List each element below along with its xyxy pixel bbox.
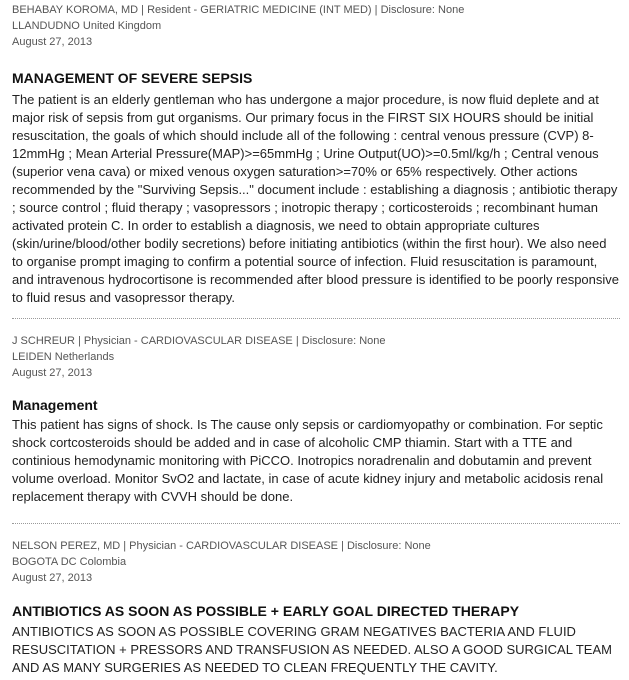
comment-body: This patient has signs of shock. Is The cause only sepsis or cardiomyopathy or combination. For septic shock cortcosteroids should be added and in case of alcoholic CMP thiamin. Start with a TTE and continious hemodynamic monitoring with PiCCO. Inotropics noradrenalin and dobutamin and prevent volume overload. Monitor SvO2 and lactate, in case of acute kidney injury and metabolic acidosis renal replacement therapy with CVVH should be done. [12,417,604,504]
comment-divider [12,318,620,319]
comment-3 [12,538,620,677]
comment-author-line: NELSON PEREZ, MD | Physician - CARDIOVASCULAR DISEASE | Disclosure: None [12,540,431,552]
comment-location: LLANDUDNO United Kingdom [12,20,162,32]
comment-body: The patient is an elderly gentleman who has undergone a major procedure, is now fluid deplete and at major risk of sepsis from gut organisms. Our primary focus in the FIRST SIX HOURS should be initial resuscitation, the goals of which should include all of the following : central venous pressure (CVP) 8-12mmHg ; Mean Arterial Pressure(MAP)>=65mmHg ; Urine Output(UO)>=0.5ml/kg/h ; Central venous (superior vena cava) or mixed venous oxygen saturation>=70% or 65% respectively. Other actions recommended by the "Surviving Sepsis..." document include : establishing a diagnosis ; antibiotic therapy ; source control ; fluid therapy ; vasopressors ; inotropic therapy ; corticosteroids ; recombinant human activated protein C. In order to establish a diagnosis, we need to obtain appropriate cultures (skin/urine/blood/other bodily secretions) before initiating antibiotics (within the first hour). We also need to organise prompt imaging to confirm a potential source of infection. Fluid resuscitation is paramount, and intravenous hydrocortisone is recommended after blood pressure is identified to be poorly responsive to fluid resus and vasopressor therapy. [12,92,620,305]
comment-date: August 27, 2013 [12,367,93,379]
comment-author-line: J SCHREUR | Physician - CARDIOVASCULAR DISEASE | Disclosure: None [12,335,386,347]
comment-1 [12,2,620,307]
comment-title: Management [12,397,98,413]
comment-2 [12,333,620,506]
comment-body: ANTIBIOTICS AS SOON AS POSSIBLE COVERING GRAM NEGATIVES BACTERIA AND FLUID RESUSCITATION + PRESSORS AND TRANSFUSION AS NEEDED. ALSO A GOOD SURGICAL TEAM AND AS MANY SURGERIES AS NEEDED TO CLEAN FREQUENTLY THE CAVITY. [12,624,612,675]
comment-location: LEIDEN Netherlands [12,351,115,363]
comment-divider [12,523,620,524]
comment-author-line: BEHABAY KOROMA, MD | Resident - GERIATRIC MEDICINE (INT MED) | Disclosure: None [12,4,465,16]
comment-title: ANTIBIOTICS AS SOON AS POSSIBLE + EARLY GOAL DIRECTED THERAPY [12,603,520,619]
comment-location: BOGOTA DC Colombia [12,556,127,568]
comment-date: August 27, 2013 [12,36,93,48]
comment-title: MANAGEMENT OF SEVERE SEPSIS [12,70,253,86]
comment-date: August 27, 2013 [12,572,93,584]
